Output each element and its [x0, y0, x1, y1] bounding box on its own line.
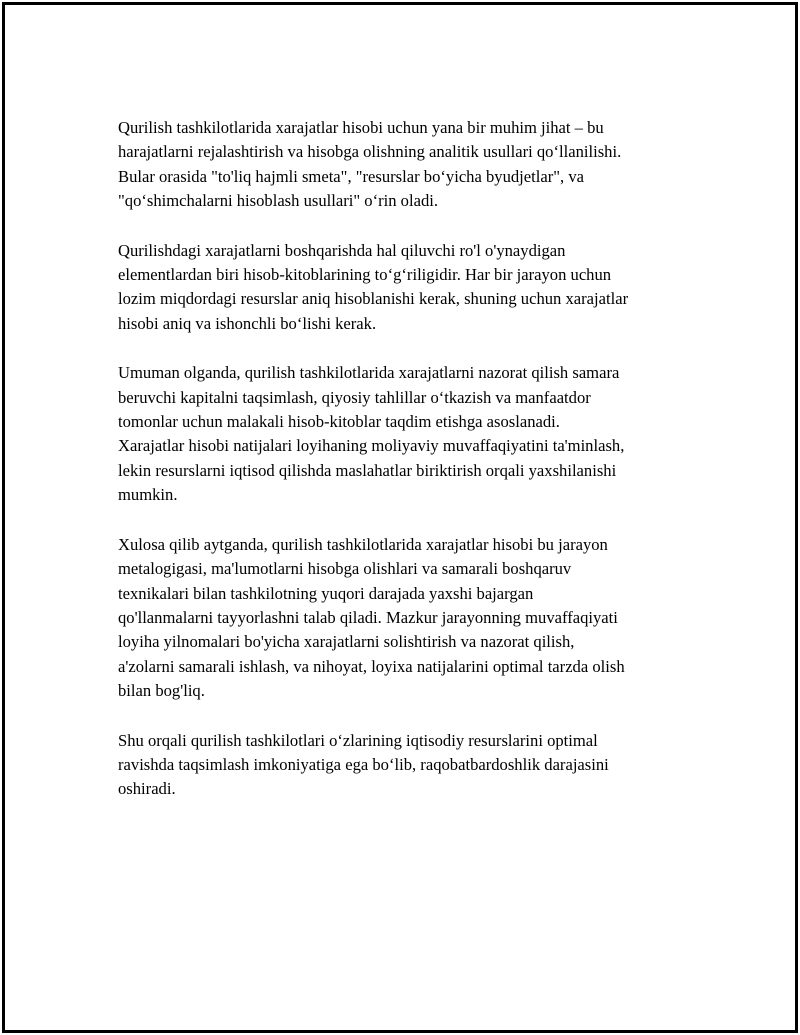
text-line: Bular orasida "to'liq hajmli smeta", "resurslar bo‘yicha byudjetlar", va [118, 166, 585, 186]
text-line: "qo‘shimchalarni hisoblash usullari" o‘rin oladi. [118, 191, 439, 211]
paragraph-1 [118, 116, 738, 214]
text-line: Xulosa qilib aytganda, qurilish tashkilotlarida xarajatlar hisobi bu jarayon [118, 534, 608, 554]
text-line: bilan bog'liq. [118, 681, 205, 701]
text-line: Shu orqali qurilish tashkilotlari o‘zlarining iqtisodiy resurslarini optimal [118, 730, 598, 750]
paragraph-2 [118, 239, 738, 337]
text-line: texnikalari bilan tashkilotning yuqori darajada yaxshi bajargan [118, 583, 534, 603]
text-line: oshiradi. [118, 779, 176, 799]
text-line: lozim miqdordagi resurslar aniq hisoblanishi kerak, shuning uchun xarajatlar [118, 289, 629, 309]
text-line: hisobi aniq va ishonchli bo‘lishi kerak. [118, 313, 377, 333]
text-line: Qurilish tashkilotlarida xarajatlar hisobi uchun yana bir muhim jihat – bu [118, 118, 604, 137]
text-line: tomonlar uchun malakali hisob-kitoblar taqdim etishga asoslanadi. [118, 412, 560, 432]
text-line: elementlardan biri hisob-kitoblarining to‘g‘riligidir. Har bir jarayon uchun [118, 265, 612, 285]
text-line: a'zolarni samarali ishlash, va nihoyat, loyixa natijalarini optimal tarzda olish [118, 656, 625, 676]
text-line: Qurilishdagi xarajatlarni boshqarishda hal qiluvchi ro'l o'ynaydigan [118, 240, 566, 260]
text-line: harajatlarni rejalashtirish va hisobga olishning analitik usullari qo‘llanilishi. [118, 142, 622, 162]
text-line: Umuman olganda, qurilish tashkilotlarida xarajatlarni nazorat qilish samara [118, 363, 620, 383]
text-line: lekin resurslarni iqtisod qilishda maslahatlar biriktirish orqali yaxshilanishi [118, 460, 617, 480]
paragraph-5 [118, 729, 738, 802]
document-body [118, 116, 738, 827]
paragraph-3 [118, 361, 738, 507]
text-line: metalogigasi, ma'lumotlarni hisobga olishlari va samarali boshqaruv [118, 559, 572, 579]
text-line: beruvchi kapitalni taqsimlash, qiyosiy tahlillar o‘tkazish va manfaatdor [118, 387, 591, 407]
paragraph-4 [118, 533, 738, 704]
text-line: Xarajatlar hisobi natijalari loyihaning moliyaviy muvaffaqiyatini ta'minlash, [118, 436, 625, 456]
text-line: qo'llanmalarni tayyorlashni talab qiladi. Mazkur jarayonning muvaffaqiyati [118, 607, 618, 627]
text-line: ravishda taqsimlash imkoniyatiga ega bo‘lib, raqobatbardoshlik darajasini [118, 754, 609, 774]
text-line: loyiha yilnomalari bo'yicha xarajatlarni solishtirish va nazorat qilish, [118, 632, 575, 652]
text-line: mumkin. [118, 485, 178, 505]
